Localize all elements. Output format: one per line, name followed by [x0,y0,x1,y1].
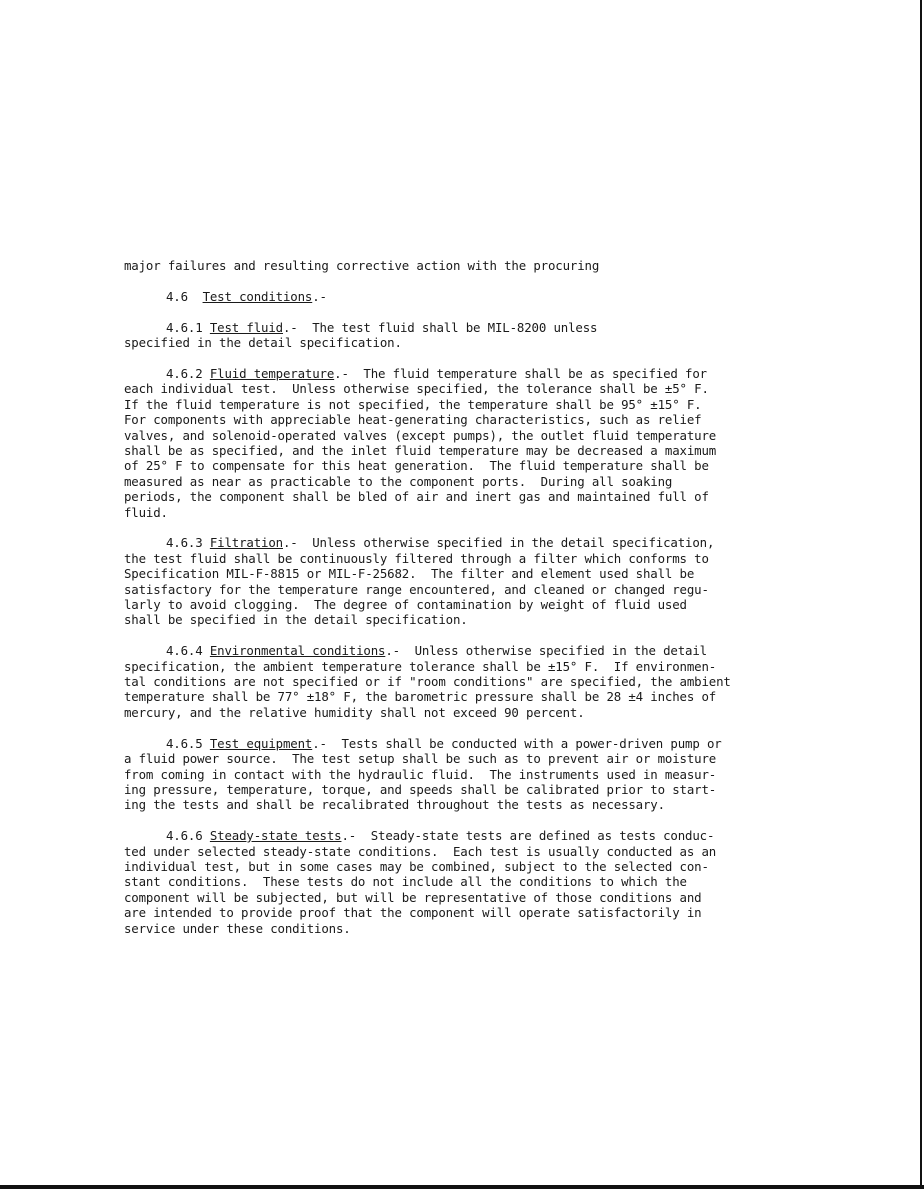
section-line: satisfactory for the temperature range encountered, and cleaned or changed regu- [124,581,709,597]
section-line: tal conditions are not specified or if "room conditions" are specified, the ambient [124,674,731,690]
section-number: 4.6.4 [166,643,203,659]
section-first-line: Unless otherwise specified in the detail [414,643,707,659]
section-line: larly to avoid clogging. The degree of contamination by weight of fluid used [124,597,687,613]
section-line: ing the tests and shall be recalibrated throughout the tests as necessary. [124,797,665,813]
section-line: fluid. [124,504,168,520]
section-line: service under these conditions. [124,920,351,936]
section-heading-line [124,366,774,381]
section-heading-line [124,535,774,550]
section-line: If the fluid temperature is not specified, the temperature shall be 95° ±15° F. [124,396,702,412]
section-line: shall be as specified, and the inlet fluid temperature may be decreased a maximum [124,443,717,459]
section-number: 4.6.5 [166,735,203,751]
section-line: shall be specified in the detail specification. [124,612,468,628]
section-first-line: The fluid temperature shall be as specified for [363,366,707,382]
section-title: Test equipment [209,735,313,751]
section-title: Steady-state tests [209,828,342,844]
section-title: Filtration [209,535,283,551]
section-suffix: .- [282,535,298,551]
section-4-6-4 [124,643,774,720]
section-line: each individual test. Unless otherwise specified, the tolerance shall be ±5° F. [124,381,709,397]
section-number: 4.6.1 [166,319,203,335]
section-number: 4.6.6 [166,828,203,844]
document-body [124,258,774,936]
section-line: ted under selected steady-state conditions. Each test is usually conducted as an [124,843,717,859]
section-first-line: Steady-state tests are defined as tests conduc- [370,828,715,844]
section-heading-line [124,643,774,658]
section-4-6-1 [124,320,774,351]
section-line: specified in the detail specification. [124,335,402,351]
section-4-6-6 [124,828,774,936]
section-number: 4.6 [166,288,188,304]
section-number: 4.6.3 [166,535,203,551]
section-4-6-2 [124,366,774,520]
section-suffix: .- [385,643,400,659]
section-line: temperature shall be 77° ±18° F, the barometric pressure shall be 28 ±4 inches of [124,689,717,705]
section-suffix: .- [341,828,357,844]
section-title: Test fluid [209,319,283,335]
section-4-6-heading [124,289,774,304]
section-line: periods, the component shall be bled of air and inert gas and maintained full of [124,489,709,505]
section-line: stant conditions. These tests do not include all the conditions to which the [124,874,687,890]
section-line: For components with appreciable heat-generating characteristics, such as relief [124,412,702,428]
page-edge-right [914,0,924,1189]
section-suffix: .- [312,735,327,751]
section-line: valves, and solenoid-operated valves (except pumps), the outlet fluid temperature [124,427,717,443]
section-line: are intended to provide proof that the component will operate satisfactorily in [124,905,702,921]
page-edge-bottom [0,1185,924,1189]
section-line: the test fluid shall be continuously filtered through a filter which conforms to [124,550,709,566]
section-number: 4.6.2 [166,366,203,382]
section-suffix: .- [334,366,349,382]
section-suffix: .- [312,288,327,304]
section-heading-line [124,320,774,335]
section-suffix: .- [282,319,298,335]
section-line: measured as near as practicable to the component ports. During all soaking [124,473,673,489]
section-line: of 25° F to compensate for this heat generation. The fluid temperature shall be [124,458,709,474]
intro-line: major failures and resulting corrective action with the procuring [124,258,600,273]
section-line: from coming in contact with the hydraulic fluid. The instruments used in measur- [124,766,717,782]
section-4-6-5 [124,736,774,813]
section-heading-line [124,736,774,751]
section-heading-line [124,828,774,843]
section-first-line: The test fluid shall be MIL-8200 unless [312,319,598,335]
section-line: component will be subjected, but will be representative of those conditions and [124,889,702,905]
section-line: Specification MIL-F-8815 or MIL-F-25682. The filter and element used shall be [124,566,695,582]
section-title: Environmental conditions [209,643,386,659]
section-line: ing pressure, temperature, torque, and speeds shall be calibrated prior to start- [124,781,717,797]
section-4-6-3 [124,535,774,627]
section-line: specification, the ambient temperature tolerance shall be ±15° F. If environmen- [124,658,717,674]
section-first-line: Unless otherwise specified in the detail specification, [312,535,715,551]
section-first-line: Tests shall be conducted with a power-driven pump or [341,735,722,751]
section-title: Fluid temperature [209,366,335,382]
section-title: Test conditions [202,288,313,304]
section-line: a fluid power source. The test setup shall be such as to prevent air or moisture [124,751,717,767]
section-line: individual test, but in some cases may be combined, subject to the selected con- [124,859,709,874]
section-line: mercury, and the relative humidity shall not exceed 90 percent. [124,704,585,720]
